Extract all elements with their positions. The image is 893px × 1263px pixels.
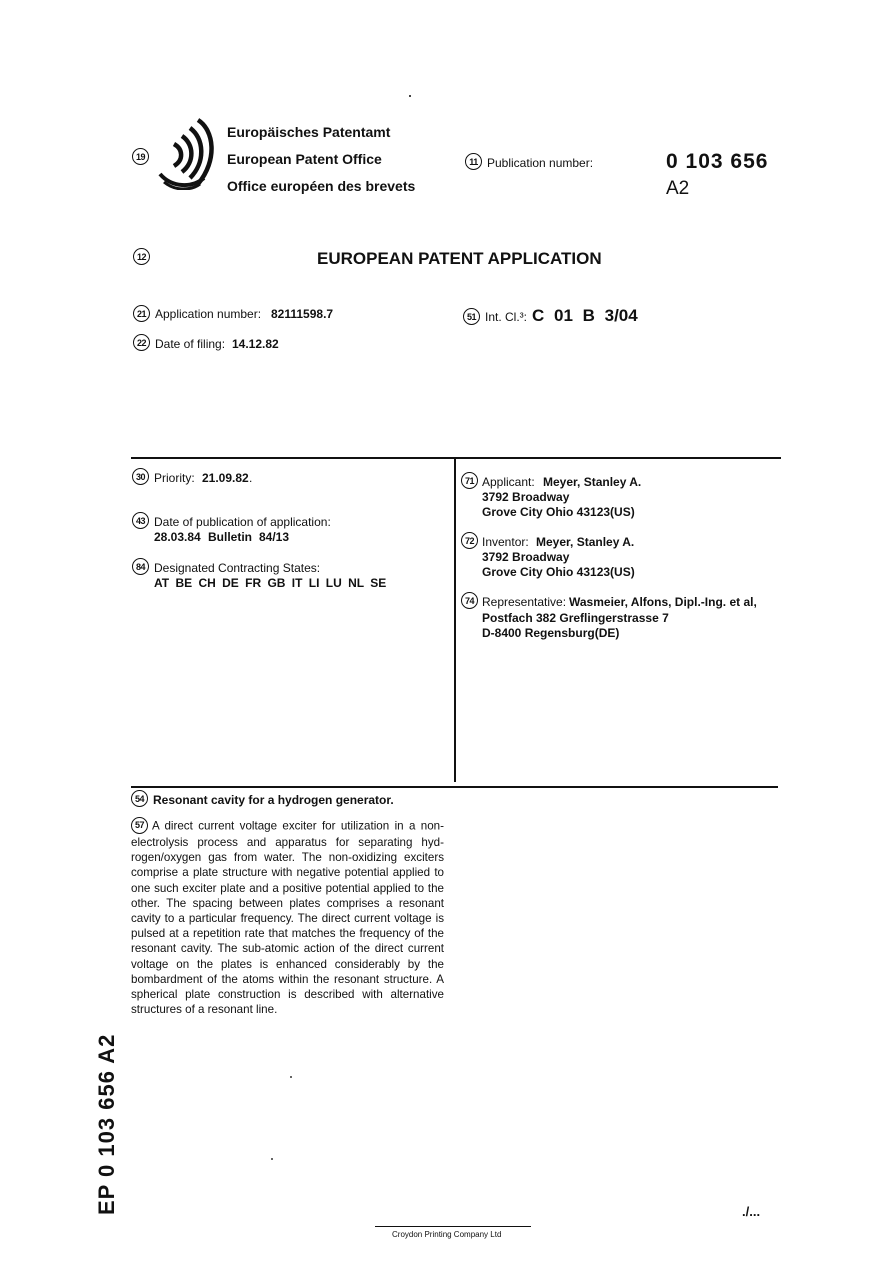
inid-code-11: 11 — [465, 153, 482, 170]
applicant-name: Meyer, Stanley A. — [543, 475, 642, 489]
abstract-text: A direct current voltage exciter for utilization in a non-electrolysis process and apparatus for separating hyd-rogen/oxygen gas from water. The non-oxidizing exciters comprise a plate structure with negative potential applied to one such exciter plate and a positive potential applied to the other. The spacing between plates comprises a resonant cavity to a particular frequency. The direct current voltage is pulsed at a repetition rate that matches the frequency of the resonant cavity. The sub-atomic action of the direct current voltage on the plates is enhanced considerably by the bombardment of the atoms within the resonant structure. A spherical plate construction is described with alternative structures of a resonant line. — [131, 819, 444, 1017]
inventor-address-line-1: 3792 Broadway — [482, 550, 570, 564]
designated-states: AT BE CH DE FR GB IT LI LU NL SE — [154, 576, 387, 590]
scan-speck — [271, 1158, 273, 1160]
epo-logo-icon — [158, 118, 220, 190]
kind-code: A2 — [666, 178, 690, 199]
inid-code-54: 54 — [131, 790, 148, 807]
int-cl-label: Int. Cl.³: — [485, 310, 528, 324]
application-number: 82111598.7 — [271, 307, 334, 321]
publication-number: 0 103 656 — [666, 150, 769, 173]
inid-code-74: 74 — [461, 592, 478, 609]
bulletin-number: 84/13 — [259, 530, 290, 544]
bibliographic-divider-top — [131, 457, 781, 459]
inid-code-43: 43 — [132, 512, 149, 529]
application-number-label: Application number: — [155, 307, 262, 321]
representative-address-line-1: Postfach 382 Greflingerstrasse 7 — [482, 611, 669, 625]
inid-code-71: 71 — [461, 472, 478, 489]
inid-code-12: 12 — [133, 248, 150, 265]
applicant-address-line-2: Grove City Ohio 43123(US) — [482, 505, 635, 519]
applicant-label: Applicant: — [482, 475, 535, 489]
publication-number-label: Publication number: — [487, 156, 594, 170]
side-publication-number: EP 0 103 656 A2 — [94, 1033, 119, 1215]
inventor-name: Meyer, Stanley A. — [536, 535, 635, 549]
invention-title: Resonant cavity for a hydrogen generator. — [153, 793, 394, 807]
inventor-label: Inventor: — [482, 535, 529, 549]
priority-trailing-dot: . — [249, 471, 253, 485]
office-name-de: Europäisches Patentamt — [227, 124, 391, 140]
abstract — [131, 818, 444, 1017]
priority-value: 21.09.82 — [202, 471, 249, 485]
footer-rule — [375, 1226, 531, 1227]
inid-code-30: 30 — [132, 468, 149, 485]
inid-code-19: 19 — [132, 148, 149, 165]
column-divider — [454, 457, 456, 782]
bibliographic-divider-bottom — [131, 786, 778, 788]
printer-name: Croydon Printing Company Ltd — [392, 1230, 502, 1239]
int-cl-value: C 01 B 3/04 — [532, 306, 638, 325]
inid-code-21: 21 — [133, 305, 150, 322]
inid-code-22: 22 — [133, 334, 150, 351]
office-name-fr: Office européen des brevets — [227, 178, 416, 194]
filing-date: 14.12.82 — [232, 337, 279, 351]
bulletin-label: Bulletin — [208, 530, 252, 544]
representative-label: Representative: — [482, 595, 567, 609]
designated-states-label: Designated Contracting States: — [154, 561, 321, 575]
priority-label: Priority: — [154, 471, 195, 485]
inventor-address-line-2: Grove City Ohio 43123(US) — [482, 565, 635, 579]
inid-code-72: 72 — [461, 532, 478, 549]
applicant-address-line-1: 3792 Broadway — [482, 490, 570, 504]
continuation-mark: ./... — [742, 1204, 761, 1219]
publication-date: 28.03.84 — [154, 530, 201, 544]
inid-code-51: 51 — [463, 308, 480, 325]
document-type-heading: EUROPEAN PATENT APPLICATION — [317, 249, 602, 268]
scan-speck — [290, 1076, 292, 1078]
inid-code-57: 57 — [131, 817, 148, 834]
representative-name: Wasmeier, Alfons, Dipl.-Ing. et al, — [569, 595, 757, 609]
scan-speck — [409, 95, 411, 97]
inid-code-84: 84 — [132, 558, 149, 575]
publication-date-label: Date of publication of application: — [154, 515, 331, 529]
representative-address-line-2: D-8400 Regensburg(DE) — [482, 626, 620, 640]
office-name-en: European Patent Office — [227, 151, 382, 167]
filing-date-label: Date of filing: — [155, 337, 226, 351]
